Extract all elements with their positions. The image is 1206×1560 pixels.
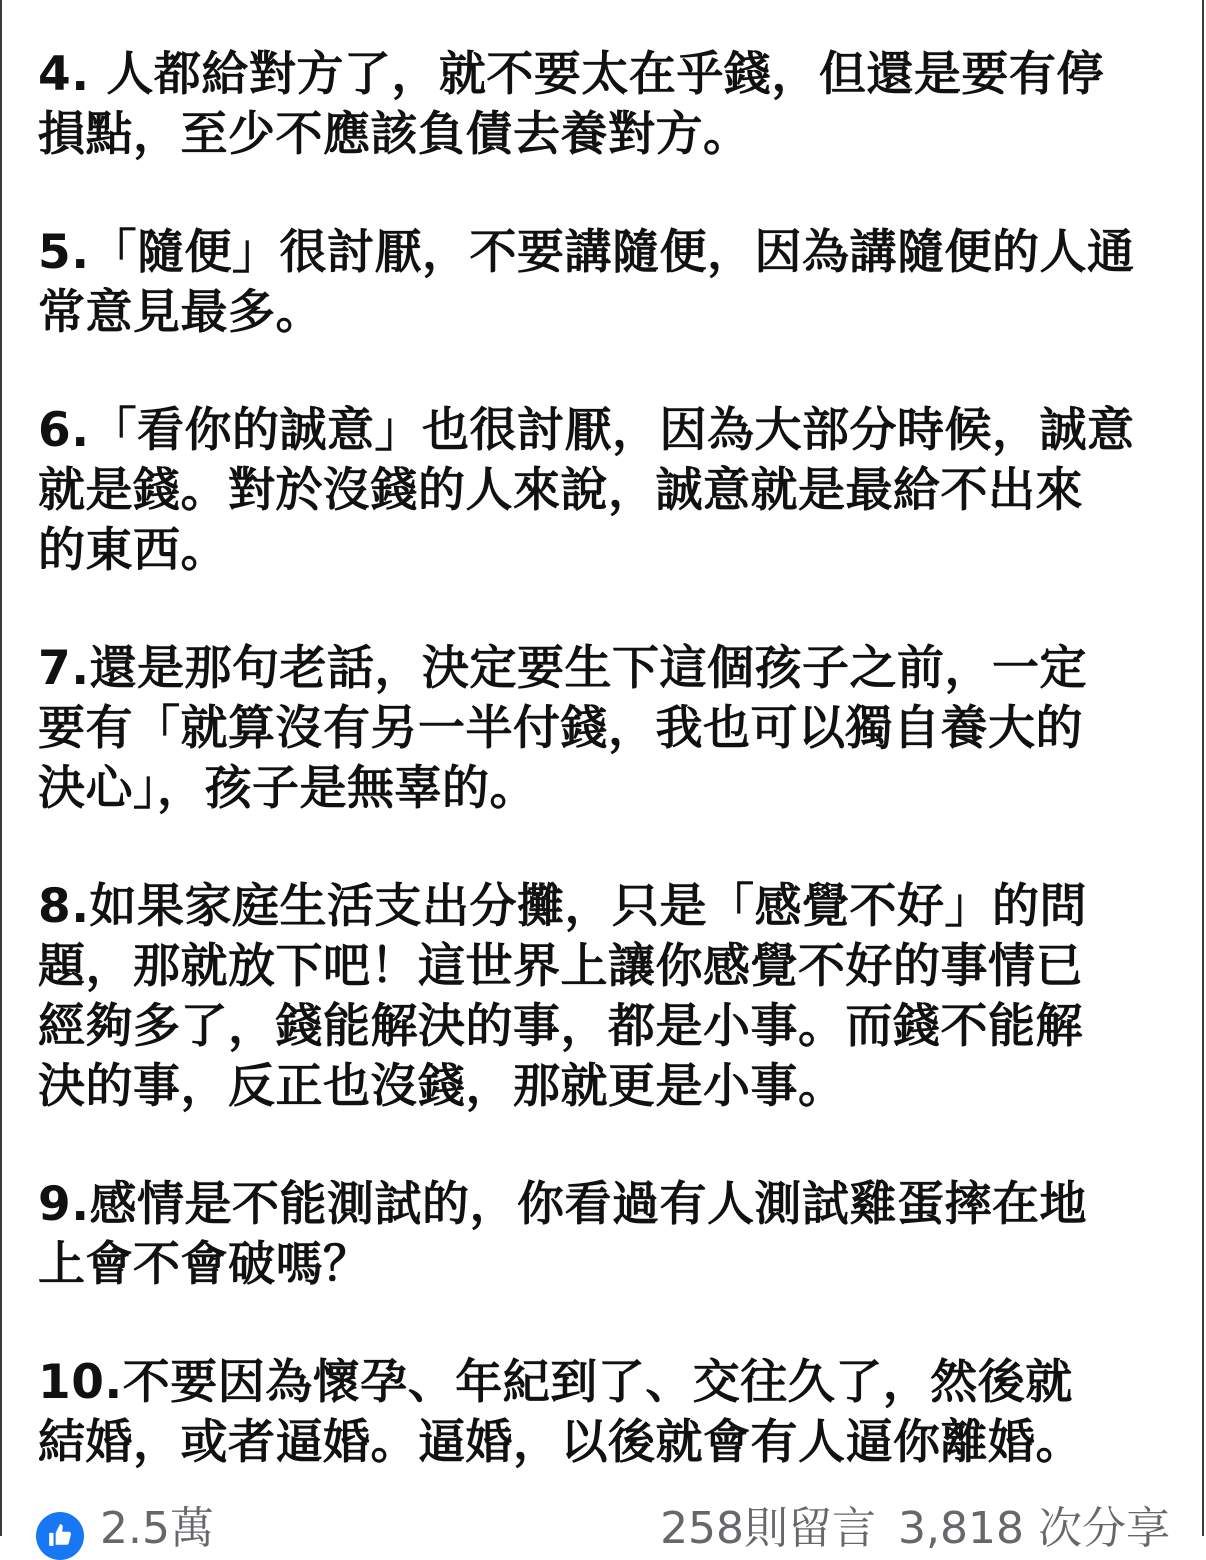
post-text-line: 7.還是那句老話，決定要生下這個孩子之前，一定 xyxy=(38,641,1088,696)
post-text-line: 結婚，或者逼婚。逼婚，以後就會有人逼你離婚。 xyxy=(38,1415,1083,1470)
post-text-line: 8.如果家庭生活支出分攤，只是「感覺不好」的問 xyxy=(38,879,1088,934)
post-text-line: 5.「隨便」很討厭，不要講隨便，因為講隨便的人通 xyxy=(38,225,1135,280)
list-item xyxy=(38,877,1178,1117)
post-text-line: 決心」，孩子是無辜的。 xyxy=(38,761,537,816)
post-text-line: 要有「就算沒有另一半付錢，我也可以獨自養大的 xyxy=(38,701,1083,756)
list-item xyxy=(38,639,1178,819)
engagement-summary xyxy=(660,1500,1170,1556)
post-text-line: 題，那就放下吧！這世界上讓你感覺不好的事情已 xyxy=(38,939,1083,994)
post-footer xyxy=(36,1500,1170,1560)
list-item xyxy=(38,45,1178,165)
post-text-line: 6.「看你的誠意」也很討厭，因為大部分時候，誠意 xyxy=(38,403,1135,458)
list-item xyxy=(38,223,1178,343)
post-text-line: 4. 人都給對方了，就不要太在乎錢，但還是要有停 xyxy=(38,47,1104,102)
post-text-line: 經夠多了，錢能解決的事，都是小事。而錢不能解 xyxy=(38,999,1083,1054)
post-text-line: 常意見最多。 xyxy=(38,285,323,340)
list-item xyxy=(38,401,1178,581)
post-text-line: 9.感情是不能測試的，你看過有人測試雞蛋摔在地 xyxy=(38,1177,1088,1232)
comments-link[interactable]: 258則留言 xyxy=(660,1503,877,1554)
post-text-line: 10.不要因為懷孕、年紀到了、交往久了，然後就 xyxy=(38,1355,1073,1410)
post-text-line: 就是錢。對於沒錢的人來說，誠意就是最給不出來 xyxy=(38,463,1083,518)
thumbs-up-icon xyxy=(36,1512,84,1560)
post-text-line: 的東西。 xyxy=(38,523,228,578)
shares-link[interactable]: 3,818 次分享 xyxy=(898,1503,1170,1554)
reaction-count: 2.5萬 xyxy=(100,1503,214,1554)
reaction-summary[interactable] xyxy=(36,1500,214,1560)
post-text-line: 決的事，反正也沒錢，那就更是小事。 xyxy=(38,1059,846,1114)
list-item xyxy=(38,1175,1178,1295)
post-text-line: 上會不會破嗎？ xyxy=(38,1237,371,1292)
post-body xyxy=(38,45,1178,1531)
list-item xyxy=(38,1353,1178,1473)
post-text-line: 損點，至少不應該負債去養對方。 xyxy=(38,107,751,162)
